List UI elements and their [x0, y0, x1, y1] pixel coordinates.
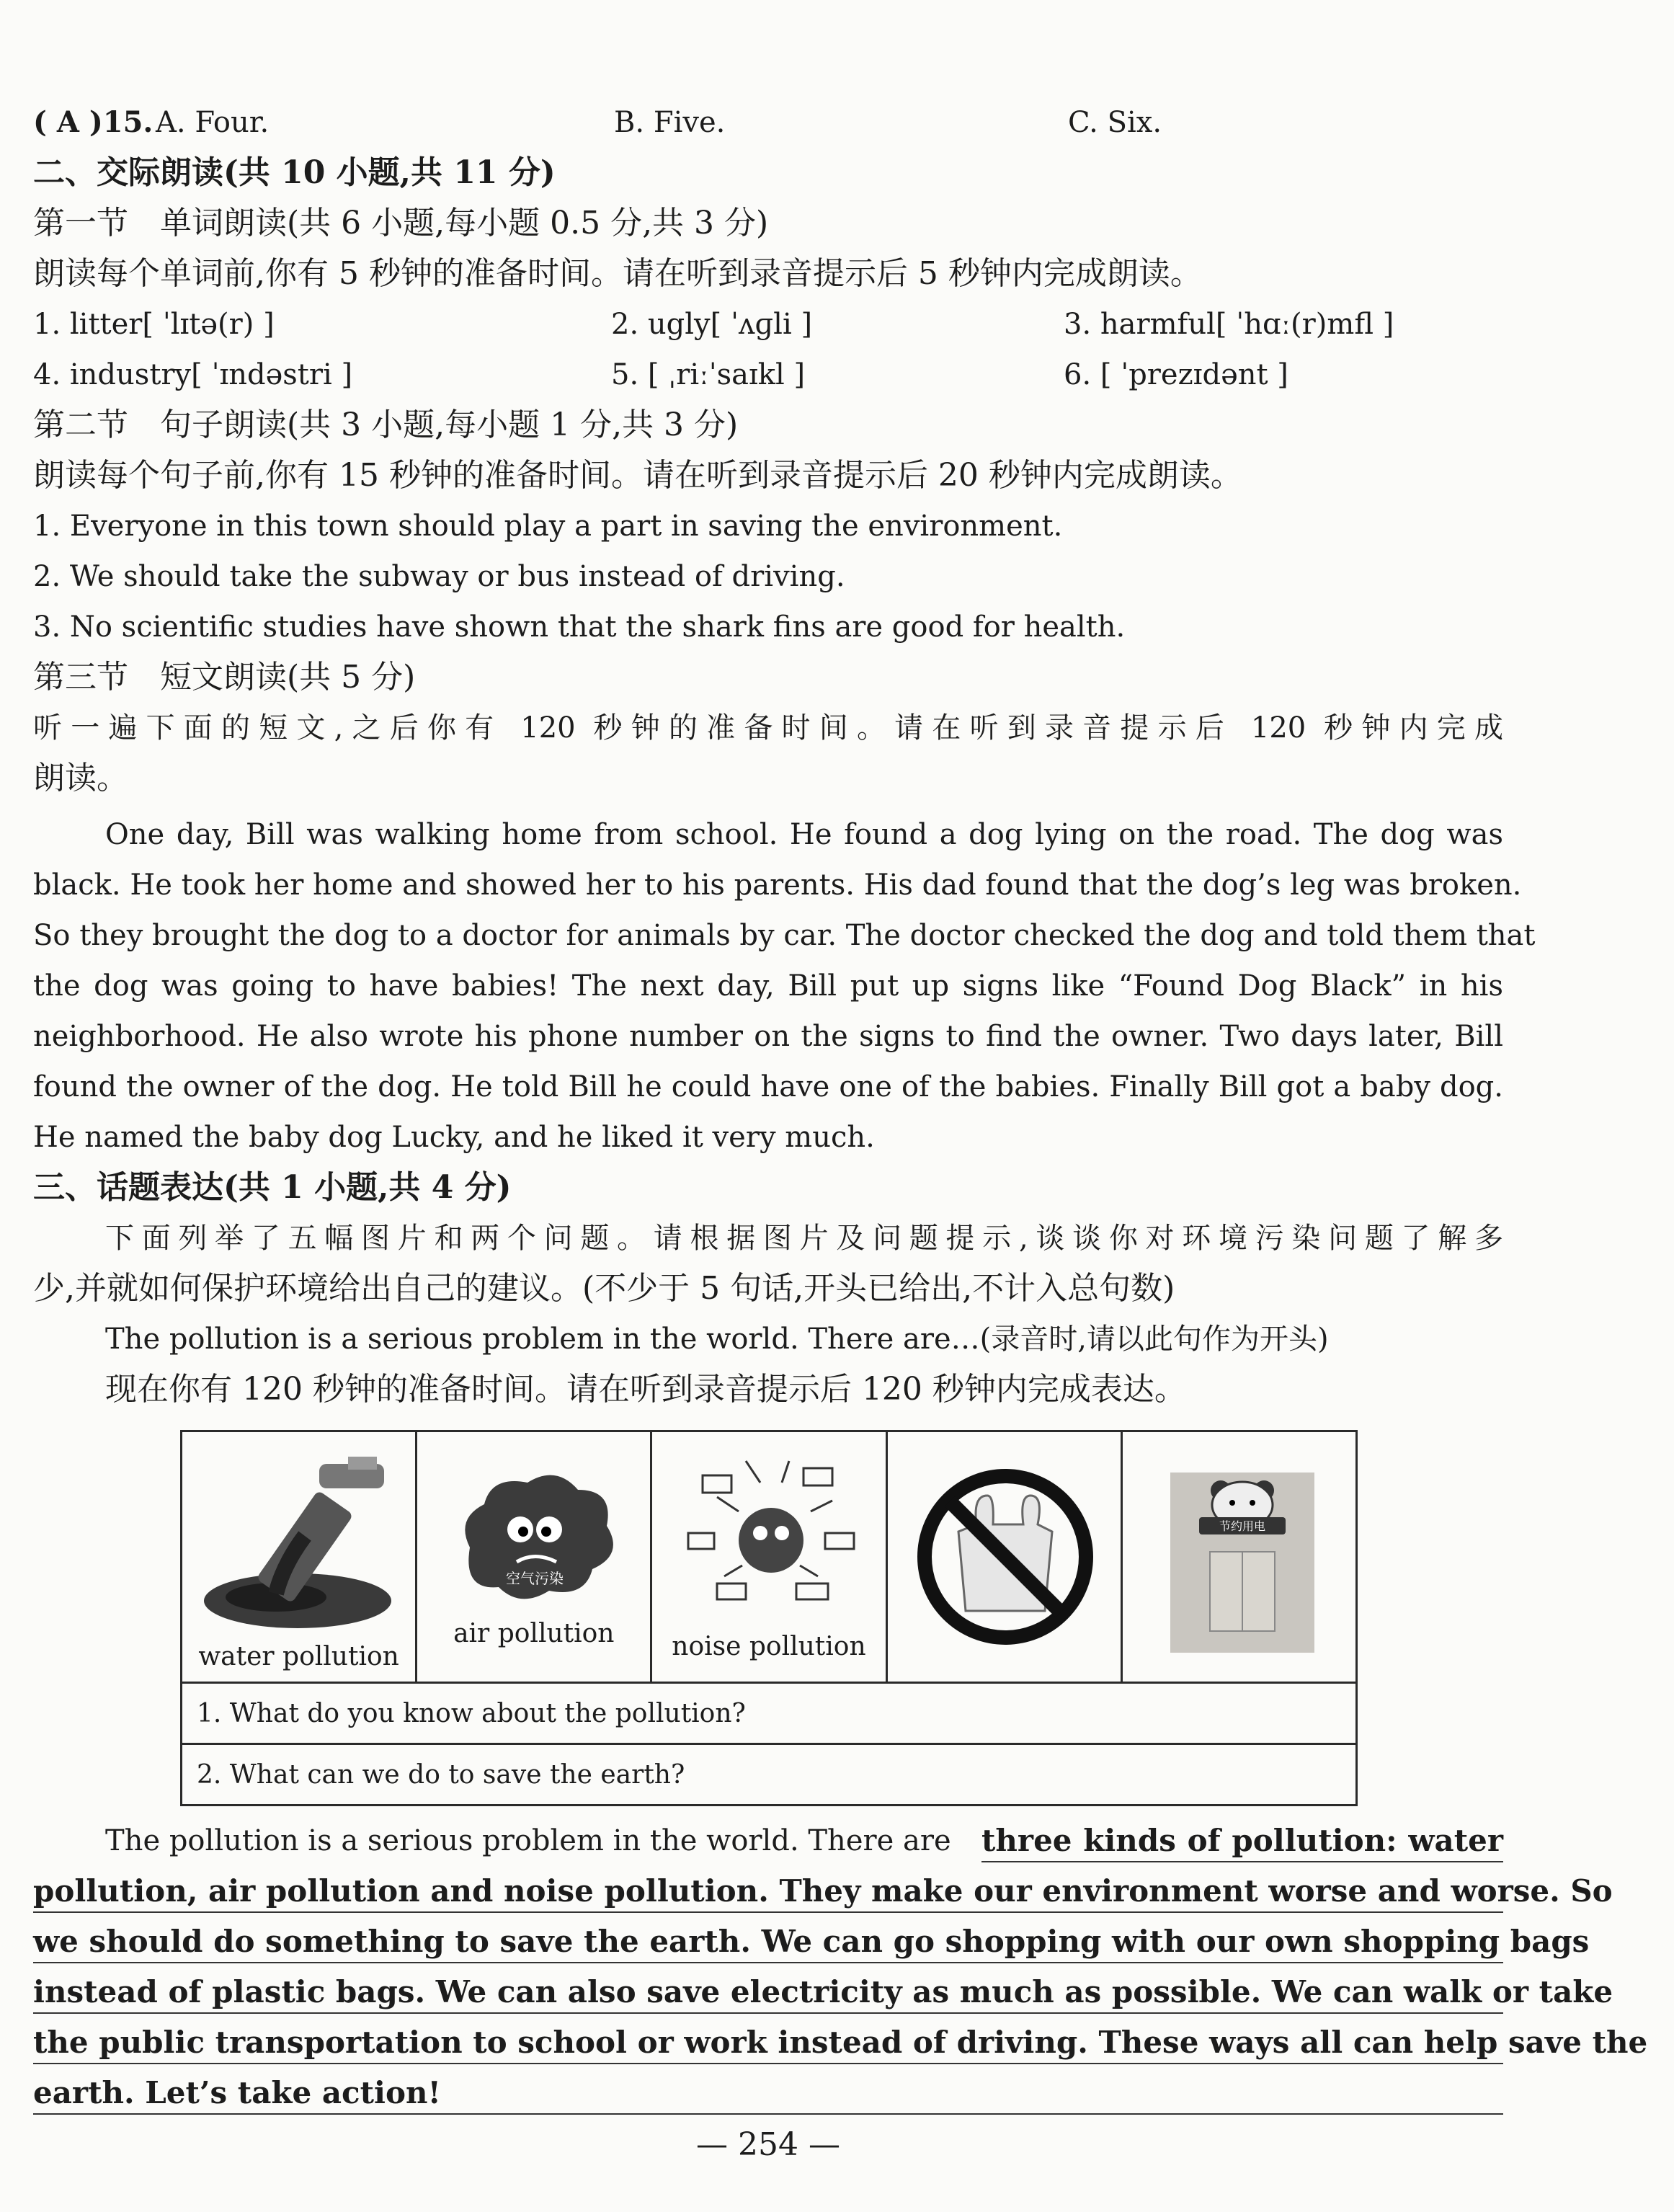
noise-pollution-image — [674, 1447, 868, 1620]
part3-opening-sentence: The pollution is a serious problem in the world. There are…(录音时,请以此句作为开头) — [105, 1323, 1329, 1356]
word-4: 4. industry[ ˈɪndəstri ] — [33, 358, 353, 391]
water-pollution-image — [197, 1442, 399, 1637]
question-1: 1. What do you know about the pollution? — [182, 1683, 1357, 1744]
q15-number: ( A )15. — [33, 105, 153, 139]
picture-cell-noise — [651, 1431, 886, 1683]
caption-noise-pollution: noise pollution — [672, 1632, 866, 1661]
sentence-3: 3. No scientific studies have shown that the shark fins are good for health. — [33, 610, 1126, 644]
passage-line-2: black. He took her home and showed her to his parents. His dad found that the dog’s leg was broken. — [33, 869, 1522, 902]
word-3: 3. harmful[ ˈhɑː(r)mfl ] — [1064, 308, 1394, 341]
air-pollution-inner-text: 空气污染 — [506, 1570, 564, 1587]
section1-title: 第一节 单词朗读(共 6 小题,每小题 0.5 分,共 3 分) — [33, 205, 769, 241]
caption-water-pollution: water pollution — [198, 1642, 399, 1671]
switch-label-text: 节约用电 — [1219, 1519, 1265, 1533]
picture-cell-water — [182, 1431, 417, 1683]
passage-line-7: He named the baby dog Lucky, and he liked it very much. — [33, 1121, 875, 1154]
answer-line-1: three kinds of pollution: water — [981, 1821, 1503, 1862]
passage-line-3: So they brought the dog to a doctor for animals by car. The doctor checked the dog and told them that — [33, 919, 1536, 952]
word-1: 1. litter[ ˈlɪtə(r) ] — [33, 308, 275, 341]
save-electricity-switch-image — [1170, 1473, 1314, 1653]
picture-cell-save-electricity — [1121, 1431, 1356, 1683]
section3-instructions-cont: 朗读。 — [33, 760, 128, 796]
page-number: — 254 — — [696, 2126, 840, 2163]
answer-line-3: we should do something to save the earth. We can go shopping with our own shopping bags — [33, 1922, 1503, 1963]
worksheet-page — [33, 0, 1648, 2212]
passage-line-4: the dog was going to have babies! The next day, Bill put up signs like “Found Dog Black” in his — [33, 969, 1503, 1003]
word-2: 2. ugly[ ˈʌɡli ] — [611, 308, 813, 341]
part3-instructions-cont: 少,并就如何保护环境给出自己的建议。(不少于 5 句话,开头已给出,不计入总句数) — [33, 1270, 1175, 1307]
sentence-2: 2. We should take the subway or bus instead of driving. — [33, 560, 845, 593]
caption-air-pollution: air pollution — [453, 1619, 615, 1648]
picture-cell-air — [417, 1431, 651, 1683]
sentence-1: 1. Everyone in this town should play a part in saving the environment. — [33, 510, 1063, 543]
section3-title: 第三节 短文朗读(共 5 分) — [33, 659, 416, 696]
passage-line-1: One day, Bill was walking home from school. He found a dog lying on the road. The dog was — [105, 818, 1503, 851]
answer-line-2: pollution, air pollution and noise pollution. They make our environment worse and worse. So — [33, 1871, 1503, 1913]
passage-line-6: found the owner of the dog. He told Bill he could have one of the babies. Finally Bill got a baby dog. — [33, 1070, 1503, 1103]
picture-cell-no-plastic-bag — [886, 1431, 1121, 1683]
q15-option-c: C. Six. — [1068, 106, 1162, 139]
q15-option-a: A. Four. — [156, 106, 270, 139]
question-2: 2. What can we do to save the earth? — [182, 1744, 1357, 1805]
answer-lead-text: The pollution is a serious problem in the world. There are — [105, 1824, 951, 1857]
passage-line-5: neighborhood. He also wrote his phone number on the signs to find the owner. Two days later, Bill — [33, 1020, 1503, 1053]
part2-heading: 二、交际朗读(共 10 小题,共 11 分) — [33, 154, 556, 191]
section2-instructions: 朗读每个句子前,你有 15 秒钟的准备时间。请在听到录音提示后 20 秒钟内完成朗读。 — [33, 457, 1242, 494]
no-plastic-bag-image — [915, 1467, 1095, 1647]
word-5: 5. [ ˌriːˈsaɪkl ] — [611, 358, 806, 391]
part3-heading: 三、话题表达(共 1 小题,共 4 分) — [33, 1169, 512, 1206]
pictures-table — [180, 1430, 1358, 1806]
section1-instructions: 朗读每个单词前,你有 5 秒钟的准备时间。请在听到录音提示后 5 秒钟内完成朗读。 — [33, 255, 1202, 292]
part3-instructions: 下面列举了五幅图片和两个问题。请根据图片及问题提示,谈谈你对环境污染问题了解多 — [105, 1222, 1503, 1255]
air-pollution-image — [441, 1461, 628, 1620]
section3-instructions: 听一遍下面的短文,之后你有 120 秒钟的准备时间。请在听到录音提示后 120 秒钟内完成 — [33, 711, 1503, 745]
word-6: 6. [ ˈprezɪdənt ] — [1064, 358, 1288, 391]
answer-line-5: the public transportation to school or work instead of driving. These ways all can help save the — [33, 2022, 1503, 2064]
section2-title: 第二节 句子朗读(共 3 小题,每小题 1 分,共 3 分) — [33, 407, 739, 443]
answer-line-4: instead of plastic bags. We can also save electricity as much as possible. We can walk or take — [33, 1972, 1503, 2014]
answer-line-6: earth. Let’s take action! — [33, 2073, 1503, 2115]
q15-option-b: B. Five. — [614, 106, 726, 139]
part3-prep-instructions: 现在你有 120 秒钟的准备时间。请在听到录音提示后 120 秒钟内完成表达。 — [105, 1371, 1186, 1408]
